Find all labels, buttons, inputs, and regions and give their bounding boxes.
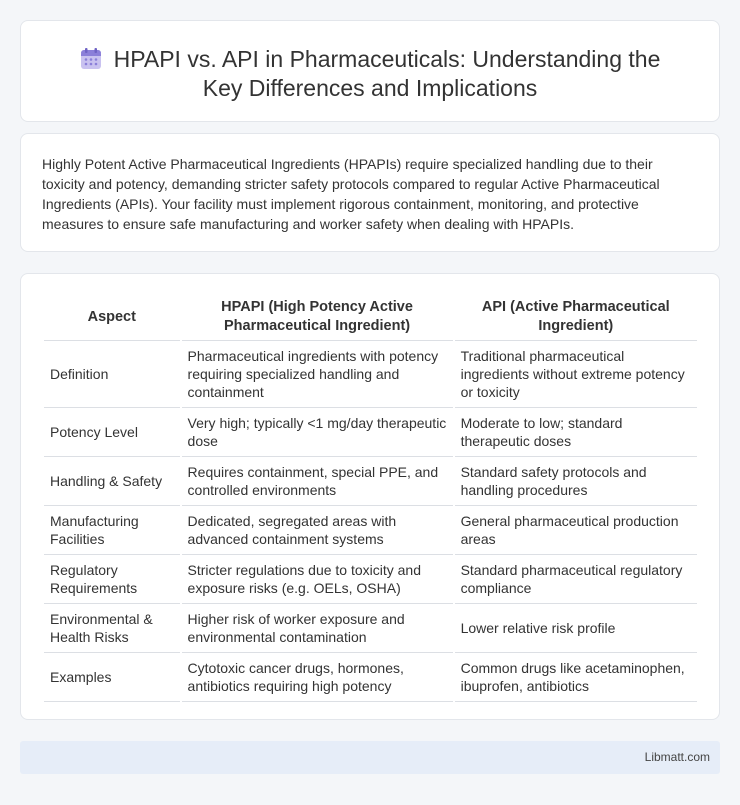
table-row	[44, 506, 697, 555]
table-row	[44, 408, 697, 457]
header-api: API (Active Pharmaceutical Ingredient)	[455, 294, 697, 341]
row-hpapi-cell: Pharmaceutical ingredients with potency requiring specialized handling and containment	[182, 341, 453, 408]
row-api-cell: General pharmaceutical production areas	[455, 506, 697, 555]
title-line-1: HPAPI vs. API in Pharmaceuticals: Understanding the	[113, 46, 661, 72]
footer-bar	[20, 741, 720, 774]
intro-card	[20, 133, 720, 252]
table-row	[44, 653, 697, 702]
intro-paragraph: Highly Potent Active Pharmaceutical Ingredients (HPAPIs) require specialized handling due to their toxicity and potency, demanding stricter safety protocols compared to regular Active Pharmaceutical Ingredients (APIs). Your facility must implement rigorous containment, monitoring, and protective measures to ensure safe manufacturing and worker safety when dealing with HPAPIs.	[42, 156, 660, 232]
row-api-cell: Standard safety protocols and handling procedures	[455, 457, 697, 506]
row-aspect-cell: Potency Level	[44, 408, 180, 457]
row-api-cell: Moderate to low; standard therapeutic doses	[455, 408, 697, 457]
row-api-cell: Standard pharmaceutical regulatory compliance	[455, 555, 697, 604]
row-aspect-cell: Manufacturing Facilities	[44, 506, 180, 555]
row-hpapi-cell: Higher risk of worker exposure and environmental contamination	[182, 604, 453, 653]
page-title	[21, 45, 719, 103]
row-hpapi-cell: Cytotoxic cancer drugs, hormones, antibiotics requiring high potency	[182, 653, 453, 702]
title-line-2: Key Differences and Implications	[202, 75, 538, 101]
table-row	[44, 604, 697, 653]
row-hpapi-cell: Dedicated, segregated areas with advanced containment systems	[182, 506, 453, 555]
table-header-row	[44, 294, 697, 341]
table-row	[44, 457, 697, 506]
header-hpapi: HPAPI (High Potency Active Pharmaceutical Ingredient)	[182, 294, 453, 341]
row-api-cell: Common drugs like acetaminophen, ibuprofen, antibiotics	[455, 653, 697, 702]
row-hpapi-cell: Very high; typically <1 mg/day therapeutic dose	[182, 408, 453, 457]
row-aspect-cell: Definition	[44, 341, 180, 408]
row-aspect-cell: Regulatory Requirements	[44, 555, 180, 604]
row-hpapi-cell: Requires containment, special PPE, and controlled environments	[182, 457, 453, 506]
title-card	[20, 20, 720, 122]
calendar-icon	[80, 48, 102, 70]
row-aspect-cell: Environmental & Health Risks	[44, 604, 180, 653]
row-hpapi-cell: Stricter regulations due to toxicity and exposure risks (e.g. OELs, OSHA)	[182, 555, 453, 604]
comparison-table	[42, 294, 699, 702]
row-aspect-cell: Handling & Safety	[44, 457, 180, 506]
table-row	[44, 341, 697, 408]
row-aspect-cell: Examples	[44, 653, 180, 702]
comparison-card	[20, 273, 720, 720]
footer-site-link[interactable]: Libmatt.com	[644, 750, 710, 764]
row-api-cell: Traditional pharmaceutical ingredients without extreme potency or toxicity	[455, 341, 697, 408]
table-row	[44, 555, 697, 604]
header-aspect: Aspect	[44, 294, 180, 341]
row-api-cell: Lower relative risk profile	[455, 604, 697, 653]
